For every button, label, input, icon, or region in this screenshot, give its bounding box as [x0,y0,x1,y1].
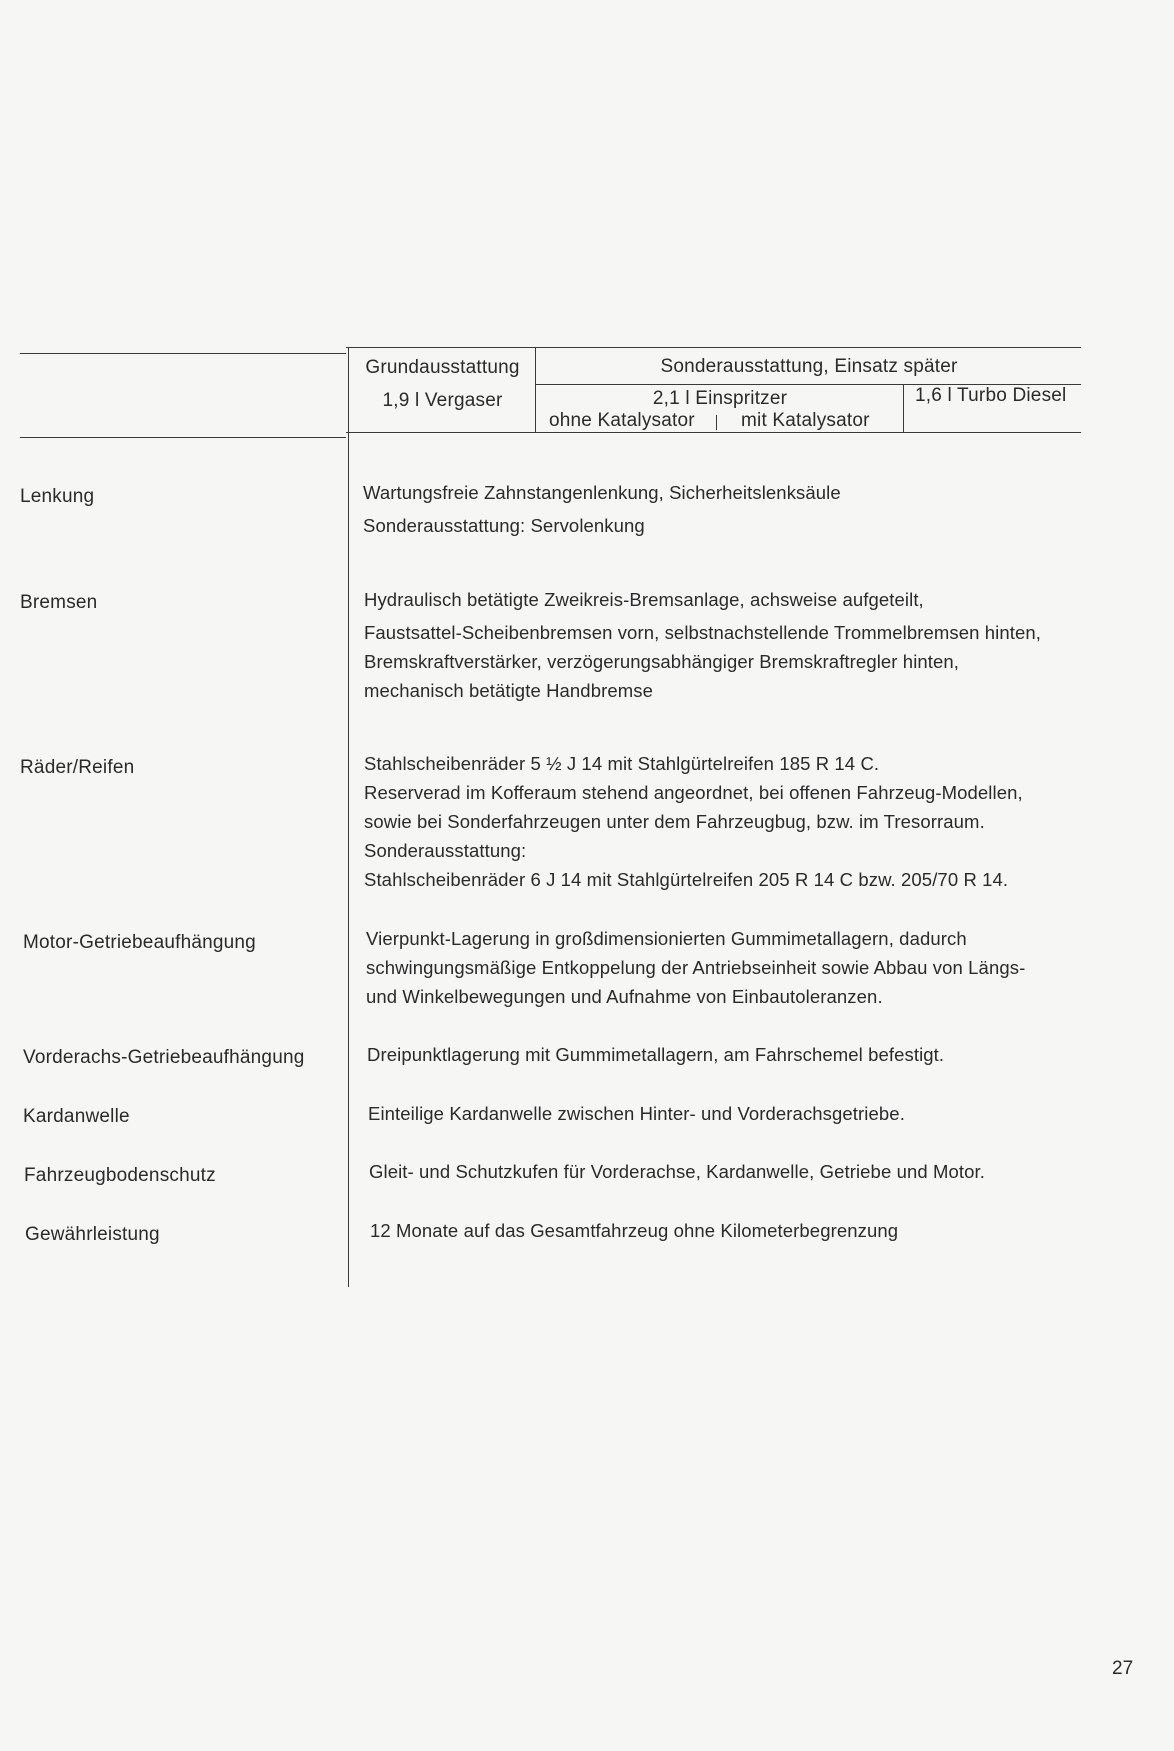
row-label-lenkung: Lenkung [20,486,95,507]
row-label-gewaehrleistung: Gewährleistung [25,1224,160,1245]
header-optional-engine-diesel: 1,6 l Turbo Diesel [915,385,1067,406]
description-line: Faustsattel-Scheibenbremsen vorn, selbstnachstellende Trommelbremsen hinten, [364,622,1042,643]
header-top-rule-left [20,353,346,354]
description-line: Stahlscheibenräder 6 J 14 mit Stahlgürtelreifen 205 R 14 C bzw. 205/70 R 14. [364,869,1009,890]
row-description-vorderachs-getriebeaufhaengung [367,1040,944,1069]
row-description-kardanwelle [368,1099,905,1128]
header-optional-title: Sonderausstattung, Einsatz später [660,356,958,377]
description-line: mechanisch betätigte Handbremse [364,680,653,701]
row-description-raeder-reifen [364,749,1023,894]
header-sub-with-catalyst: mit Katalysator [741,410,870,431]
header-top-rule-right [346,347,1081,348]
description-line: schwingungsmäßige Entkoppelung der Antriebseinheit sowie Abbau von Längs- [366,957,1026,978]
row-description-lenkung [363,478,841,540]
description-line: Sonderausstattung: Servolenkung [363,515,645,536]
column-divider-header [535,347,536,433]
description-line: Stahlscheibenräder 5 ½ J 14 mit Stahlgürtelreifen 185 R 14 C. [364,753,880,774]
header-bottom-rule-left [20,437,346,438]
catalyst-divider [716,415,717,430]
page-number: 27 [1112,1658,1134,1679]
description-line: Bremskraftverstärker, verzögerungsabhängiger Bremskraftregler hinten, [364,651,960,672]
header-basic-title: Grundausstattung [365,357,520,378]
description-line: Reserverad im Kofferaum stehend angeordnet, bei offenen Fahrzeug-Modellen, [364,782,1023,803]
row-description-fahrzeugbodenschutz [369,1157,985,1186]
row-label-raeder-reifen: Räder/Reifen [20,757,135,778]
row-label-motor-getriebeaufhaengung: Motor-Getriebeaufhängung [23,932,256,953]
description-line: Sonderausstattung: [364,840,527,861]
header-basic-engine: 1,9 l Vergaser [382,390,503,411]
description-line: sowie bei Sonderfahrzeugen unter dem Fahrzeugbug, bzw. im Tresorraum. [364,811,985,832]
description-line: Vierpunkt-Lagerung in großdimensionierten Gummimetallagern, dadurch [366,928,967,949]
description-line: Wartungsfreie Zahnstangenlenkung, Sicherheitslenksäule [363,482,841,503]
description-line: Dreipunktlagerung mit Gummimetallagern, am Fahrschemel befestigt. [367,1044,945,1065]
row-label-bremsen: Bremsen [20,592,98,613]
header-bottom-rule-right [346,432,1081,433]
header-optional-engine-petrol: 2,1 l Einspritzer [652,388,788,409]
column-divider-diesel [903,384,904,433]
description-line: Hydraulisch betätigte Zweikreis-Bremsanlage, achsweise aufgeteilt, [364,589,924,610]
header-sub-without-catalyst: ohne Katalysator [549,410,695,431]
description-line: 12 Monate auf das Gesamtfahrzeug ohne Kilometerbegrenzung [370,1220,899,1241]
description-line: Gleit- und Schutzkufen für Vorderachse, Kardanwelle, Getriebe und Motor. [369,1161,985,1182]
description-line: und Winkelbewegungen und Aufnahme von Einbautoleranzen. [366,986,883,1007]
row-description-motor-getriebeaufhaengung [366,924,1025,1011]
row-label-fahrzeugbodenschutz: Fahrzeugbodenschutz [24,1165,216,1186]
row-description-bremsen [364,585,1041,705]
description-line: Einteilige Kardanwelle zwischen Hinter- und Vorderachsgetriebe. [368,1103,905,1124]
row-label-vorderachs-getriebeaufhaengung: Vorderachs-Getriebeaufhängung [23,1047,305,1068]
column-divider-main [348,347,349,1287]
row-description-gewaehrleistung [370,1216,898,1245]
row-label-kardanwelle: Kardanwelle [23,1106,130,1127]
